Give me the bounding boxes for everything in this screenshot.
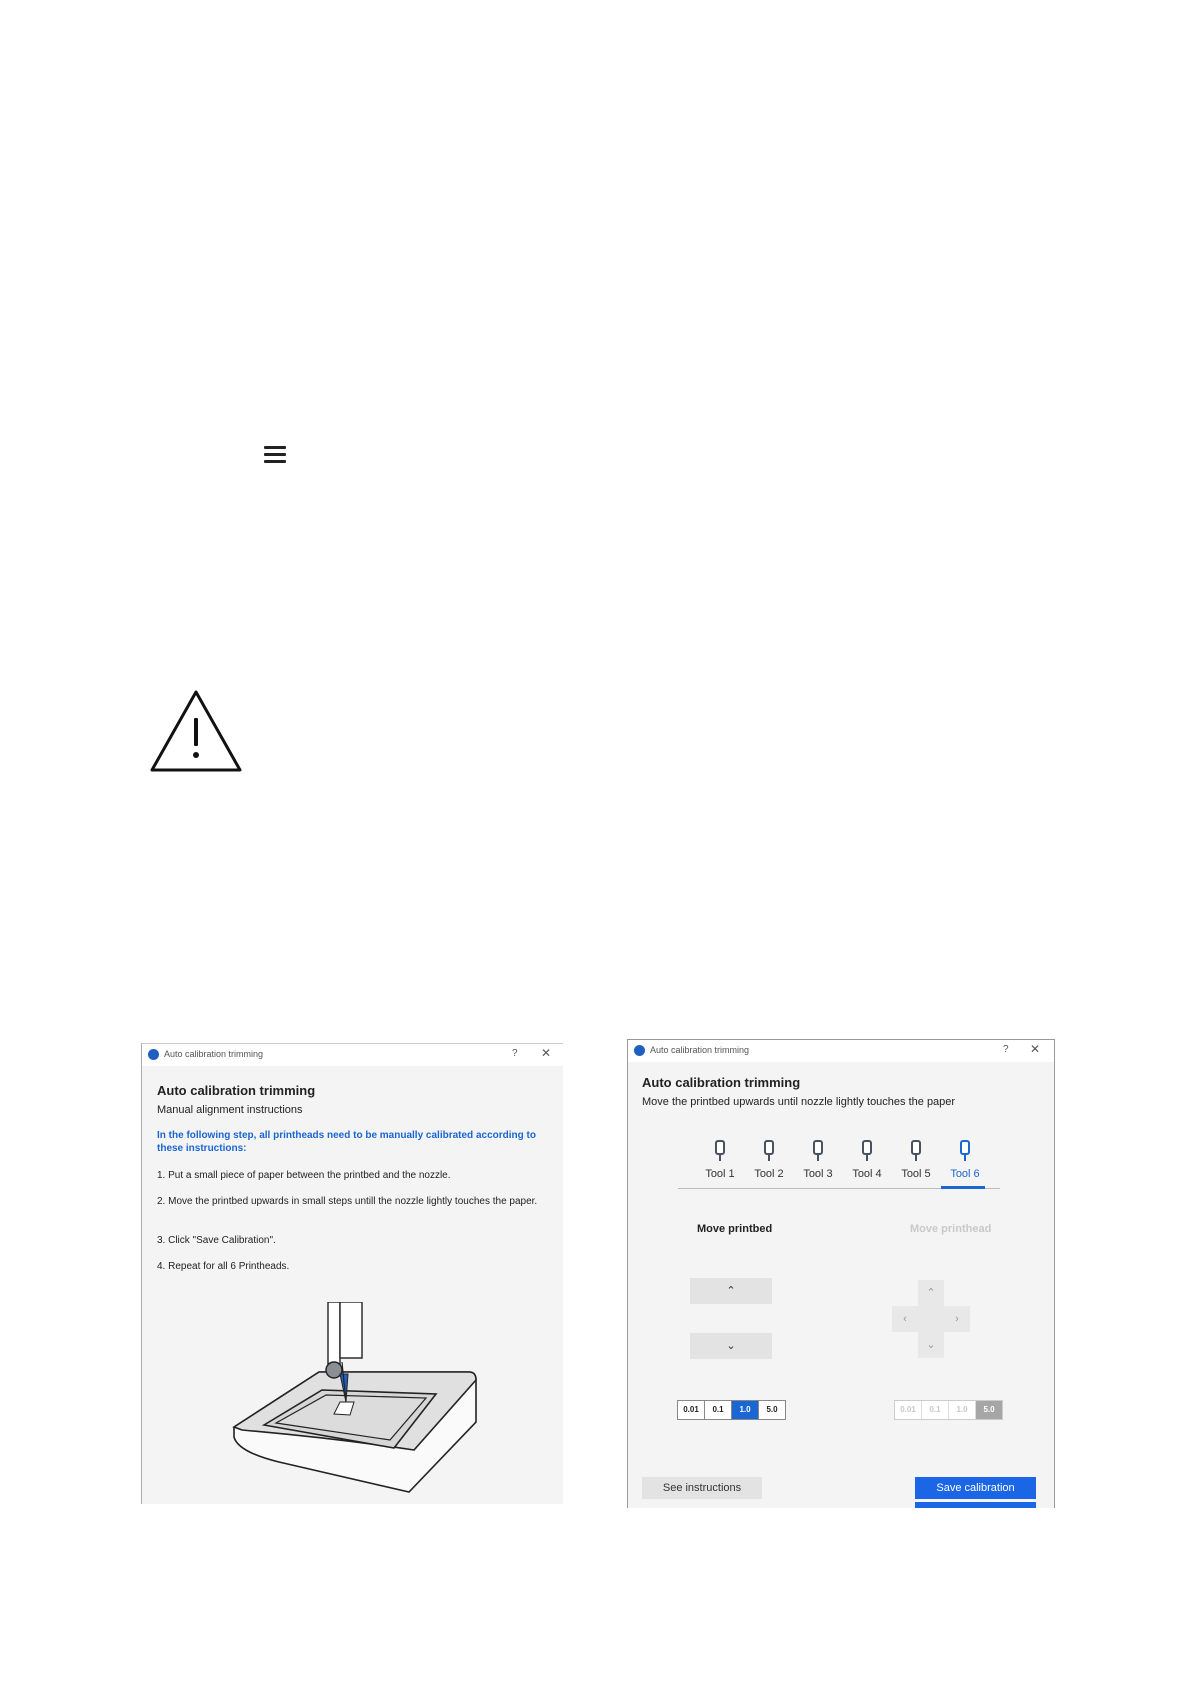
app-logo-icon (148, 1049, 159, 1060)
tab-tool-1[interactable] (700, 1140, 740, 1180)
printhead-icon (860, 1140, 874, 1162)
close-icon[interactable]: ✕ (1030, 1042, 1041, 1056)
tool-tabs (678, 1140, 1008, 1210)
tool-label: Tool 6 (950, 1168, 980, 1180)
dialog-heading: Auto calibration trimming (642, 1075, 801, 1090)
see-instructions-button[interactable]: See instructions (642, 1477, 762, 1499)
calibration-window (627, 1039, 1055, 1508)
step-option-5-0[interactable]: 5.0 (759, 1401, 785, 1419)
step-option-0-1[interactable]: 0.1 (705, 1401, 732, 1419)
instruction-step: 2. Move the printbed upwards in small steps untill the nozzle lightly touches the paper. (157, 1196, 538, 1207)
step-option-1-0[interactable]: 1.0 (949, 1401, 976, 1419)
dpad-center (918, 1306, 944, 1332)
instruction-step: 4. Repeat for all 6 Printheads. (157, 1261, 290, 1272)
window-title: Auto calibration trimming (164, 1049, 264, 1059)
dialog-heading: Auto calibration trimming (157, 1083, 316, 1098)
move-printbed-label: Move printbed (697, 1223, 773, 1235)
printer-calibration-illustration (224, 1302, 484, 1502)
menu-bar (264, 446, 286, 449)
active-tab-indicator (941, 1186, 985, 1189)
printbed-step-selector (677, 1400, 786, 1420)
title-bar (628, 1040, 1054, 1062)
printhead-right-button[interactable]: › (944, 1306, 970, 1332)
step-option-0-01[interactable]: 0.01 (895, 1401, 922, 1419)
menu-bar (264, 460, 286, 463)
instructions-window (141, 1043, 563, 1504)
tab-tool-4[interactable] (847, 1140, 887, 1180)
instruction-step: 3. Click "Save Calibration". (157, 1235, 276, 1246)
printhead-down-button[interactable]: ⌄ (918, 1332, 944, 1358)
window-title: Auto calibration trimming (650, 1045, 750, 1055)
warning-triangle-icon (148, 688, 244, 774)
dialog-subheading: Manual alignment instructions (157, 1104, 303, 1116)
close-icon[interactable]: ✕ (541, 1046, 552, 1060)
printhead-icon (713, 1140, 727, 1162)
printbed-down-button[interactable]: ⌄ (690, 1333, 772, 1359)
dialog-subheading: Move the printbed upwards until nozzle lightly touches the paper (642, 1096, 956, 1108)
tool-label: Tool 3 (803, 1168, 833, 1180)
printbed-up-button[interactable]: ⌃ (690, 1278, 772, 1304)
app-logo-icon (634, 1045, 645, 1056)
help-button[interactable]: ? (512, 1048, 518, 1059)
printhead-icon (958, 1140, 972, 1162)
tab-tool-5[interactable] (896, 1140, 936, 1180)
printhead-icon (811, 1140, 825, 1162)
step-option-5-0[interactable]: 5.0 (976, 1401, 1002, 1419)
tool-label: Tool 5 (901, 1168, 931, 1180)
printhead-up-button[interactable]: ⌃ (918, 1280, 944, 1306)
instruction-step: 1. Put a small piece of paper between the printbed and the nozzle. (157, 1170, 451, 1181)
tab-tool-2[interactable] (749, 1140, 789, 1180)
printhead-icon (762, 1140, 776, 1162)
step-option-0-1[interactable]: 0.1 (922, 1401, 949, 1419)
tab-tool-3[interactable] (798, 1140, 838, 1180)
printhead-step-selector (894, 1400, 1003, 1420)
help-button[interactable]: ? (1003, 1044, 1009, 1055)
printhead-left-button[interactable]: ‹ (892, 1306, 918, 1332)
printhead-icon (909, 1140, 923, 1162)
menu-bar (264, 453, 286, 456)
instruction-note: In the following step, all printheads need to be manually calibrated according to these instructions: (157, 1130, 536, 1154)
step-option-1-0[interactable]: 1.0 (732, 1401, 759, 1419)
hamburger-menu-icon[interactable] (264, 446, 286, 464)
tool-label: Tool 2 (754, 1168, 784, 1180)
title-bar (142, 1044, 563, 1066)
next-button-edge[interactable] (915, 1502, 1036, 1508)
step-option-0-01[interactable]: 0.01 (678, 1401, 705, 1419)
tool-label: Tool 4 (852, 1168, 882, 1180)
save-calibration-button[interactable]: Save calibration (915, 1477, 1036, 1499)
move-printhead-label: Move printhead (910, 1223, 992, 1235)
tab-tool-6[interactable] (945, 1140, 985, 1180)
tool-label: Tool 1 (705, 1168, 735, 1180)
